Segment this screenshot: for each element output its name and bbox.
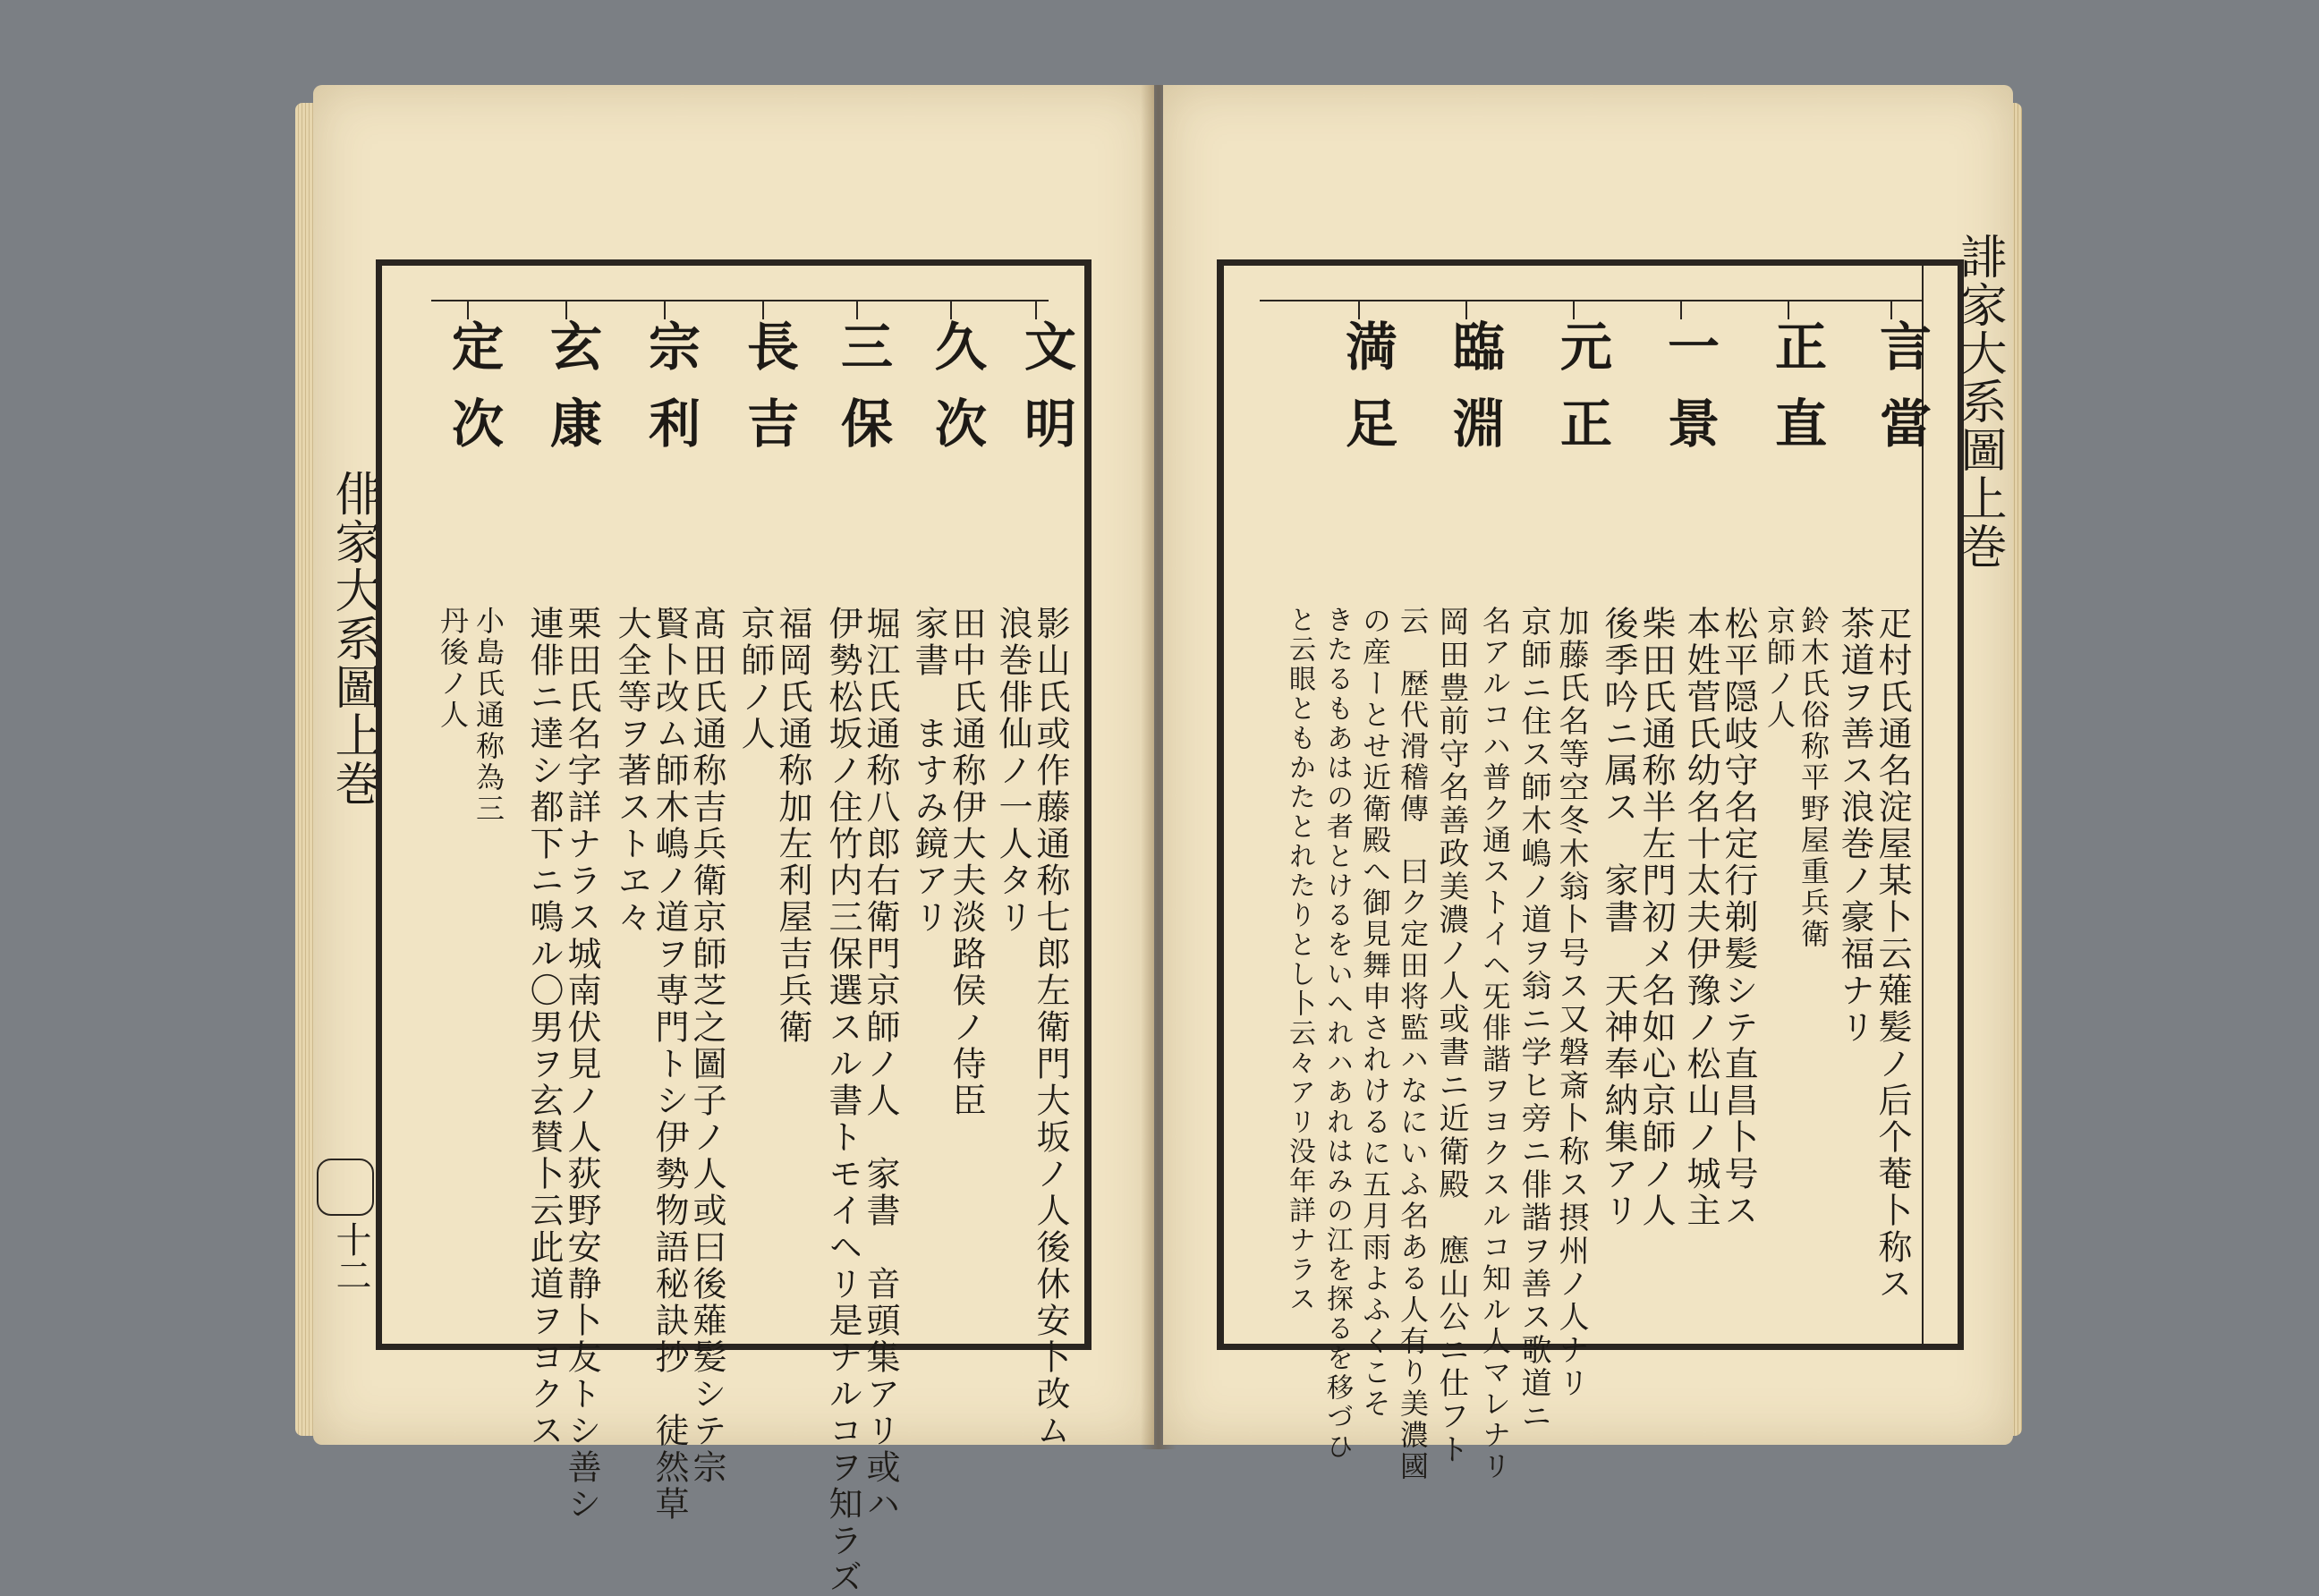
name-entry: 宗利 [640, 319, 701, 473]
name-entry: 玄康 [541, 319, 602, 473]
note-column: 福岡氏通称加左利屋吉兵衛 [773, 606, 812, 1046]
note-column: 田中氏通称伊大夫淡路侯ノ侍臣 [947, 606, 986, 1119]
note-column: 伊勢松坂ノ住竹内三保選スル書トモイヘリ是ナルコヲ知ラズ [823, 606, 862, 1596]
note-column: 加藤氏名等空冬木翁卜号ス又磐斎卜称ス摂州ノ人ナリ [1553, 606, 1589, 1400]
name-entry: 一景 [1659, 319, 1720, 473]
note-column: 名アルコハ普ク通ストイヘ旡俳諧ヲヨクスルコ知ル人マレナリ [1478, 606, 1512, 1482]
name-entry: 臨淵 [1444, 319, 1505, 473]
note-column: 家書 ますみ鏡アリ [909, 606, 948, 936]
name-entry: 久次 [926, 319, 987, 473]
note-column: 京師ノ人 [1763, 606, 1797, 731]
name-entry: 文明 [1015, 319, 1076, 473]
note-column: 鈴木氏俗称平野屋重兵衛 [1797, 606, 1831, 950]
name-entry: 元正 [1551, 319, 1612, 473]
note-column: 髙田氏通称吉兵衛京師芝之圖子ノ人或曰後薙髪シテ宗 [687, 606, 726, 1486]
note-column: 柴田氏通称半左門初メ名如心京師ノ人 [1636, 606, 1676, 1229]
note-column: の産ーとせ近衛殿へ御見舞申されけるに五月雨よふくこそ [1358, 606, 1392, 1420]
left-page [313, 85, 1154, 1596]
right-side-title: 誹家大系圖上巻 [1952, 233, 2006, 571]
note-column: 後季吟ニ属ス 家書 天神奉納集アリ [1599, 606, 1638, 1229]
note-column: 茶道ヲ善ス浪巻ノ豪福ナリ [1835, 606, 1874, 1046]
note-column: 云 歴代滑稽傳 曰ク定田将監ハなにいふ名ある人有り美濃國 [1396, 606, 1430, 1482]
note-column: 連俳ニ達シ都下ニ鳴ル〇男ヲ玄賛卜云此道ヲヨクス [524, 606, 564, 1449]
note-column: 京師ノ人 [735, 606, 775, 752]
right-page [1163, 85, 2013, 1482]
left-side-title: 俳家大系圖上巻 [327, 470, 380, 808]
note-column: 堀江氏通称八郎右衛門京師ノ人 家書 音頭集アリ或ハ [861, 606, 900, 1523]
note-column: 小島氏通称為三 [471, 606, 505, 825]
note-column: 浪巻俳仙ノ一人タリ [993, 606, 1032, 936]
note-column: 栗田氏名字詳ナラス城南伏見ノ人荻野安静卜友トシ善シ [562, 606, 601, 1523]
note-column: 京師ニ住ス師木嶋ノ道ヲ翁ニ学ヒ旁ニ俳諧ヲ善ス歌道ニ [1516, 606, 1551, 1433]
name-entry: 三保 [832, 319, 893, 473]
name-entry: 長吉 [738, 319, 799, 473]
note-column: 丹後ノ人 [436, 606, 470, 731]
right-text-frame [1217, 259, 1964, 1482]
name-entry: 言當 [1871, 319, 1932, 473]
open-book [295, 85, 2022, 1596]
note-column: 賢卜改ム師木嶋ノ道ヲ専門トシ伊勢物語秘訣抄 徒然草 [650, 606, 689, 1523]
note-column: 疋村氏通名淀屋某卜云薙髪ノ后个菴卜称ス [1873, 606, 1912, 1303]
note-column: 本姓菅氏幼名十太夫伊豫ノ松山ノ城主 [1681, 606, 1720, 1229]
left-text-frame [376, 259, 1092, 1596]
genealogy-line [431, 300, 1049, 301]
note-column: 岡田豊前守名善政美濃ノ人或書ニ近衛殿 應山公ニ仕フト [1433, 606, 1469, 1466]
folio-mark [317, 1159, 374, 1216]
note-column: 影山氏或作藤通称七郎左衛門大坂ノ人後休安卜改ム [1031, 606, 1070, 1449]
name-entry: 正直 [1766, 319, 1827, 473]
note-column: きたるもあはの者とけるをいへれハあれはみの江を探るを移づひ [1321, 606, 1353, 1462]
note-column: 大全等ヲ著ストヱ々 [612, 606, 651, 936]
note-column: 松平隠岐守名定行剃髪シテ直昌卜号ス [1719, 606, 1758, 1229]
name-entry: 定次 [443, 319, 504, 473]
name-entry: 満足 [1337, 319, 1397, 473]
left-folio: 十二 [330, 1221, 371, 1293]
note-column: と云眼ともかたとれたりとし卜云々アリ没年詳ナラス [1284, 606, 1315, 1314]
